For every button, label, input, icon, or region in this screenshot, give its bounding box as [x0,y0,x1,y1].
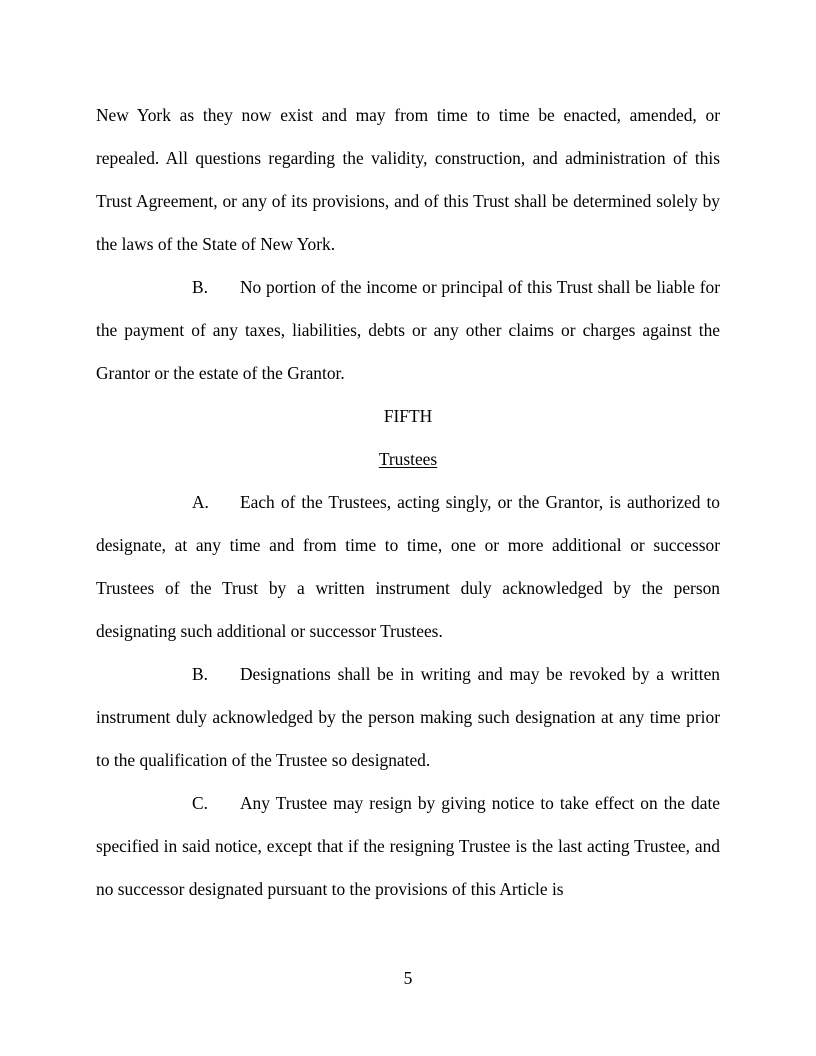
paragraph-text: Each of the Trustees, acting singly, or the Grantor, is authorized to designate, at any time and from time to time, one or more additional or successor Trustees of the Trust by a written instrument duly acknowledged by the person designating such additional or successor Trustees. [96,492,720,641]
lead-paragraph: New York as they now exist and may from time to time be enacted, amended, or repealed. All questions regarding the validity, construction, and administration of this Trust Agreement, or any of its provisions, and of this Trust shall be determined solely by the laws of the State of New York. [96,105,720,254]
paragraph-label: B. [192,277,208,297]
paragraph-label: B. [192,664,208,684]
article-fifth-paragraph-c [96,782,720,911]
paragraph-text: No portion of the income or principal of this Trust shall be liable for the payment of any taxes, liabilities, debts or any other claims or charges against the Grantor or the estate of the Grantor. [96,277,720,383]
document-page [96,94,720,911]
paragraph-text: Designations shall be in writing and may be revoked by a written instrument duly acknowledged by the person making such designation at any time prior to the qualification of the Trustee so designated. [96,664,720,770]
article-fifth-paragraph-b [96,653,720,782]
article-heading: FIFTH [383,406,433,426]
paragraph-label: C. [192,793,208,813]
page-number: 5 [403,968,413,988]
article-fourth-paragraph-b [96,266,720,395]
article-title: Trustees [378,449,438,469]
paragraph-label: A. [192,492,209,512]
article-fifth-paragraph-a [96,481,720,653]
paragraph-text: Any Trustee may resign by giving notice to take effect on the date specified in said notice, except that if the resigning Trustee is the last acting Trustee, and no successor designated pursuant to the provisions of this Article is [96,793,720,899]
